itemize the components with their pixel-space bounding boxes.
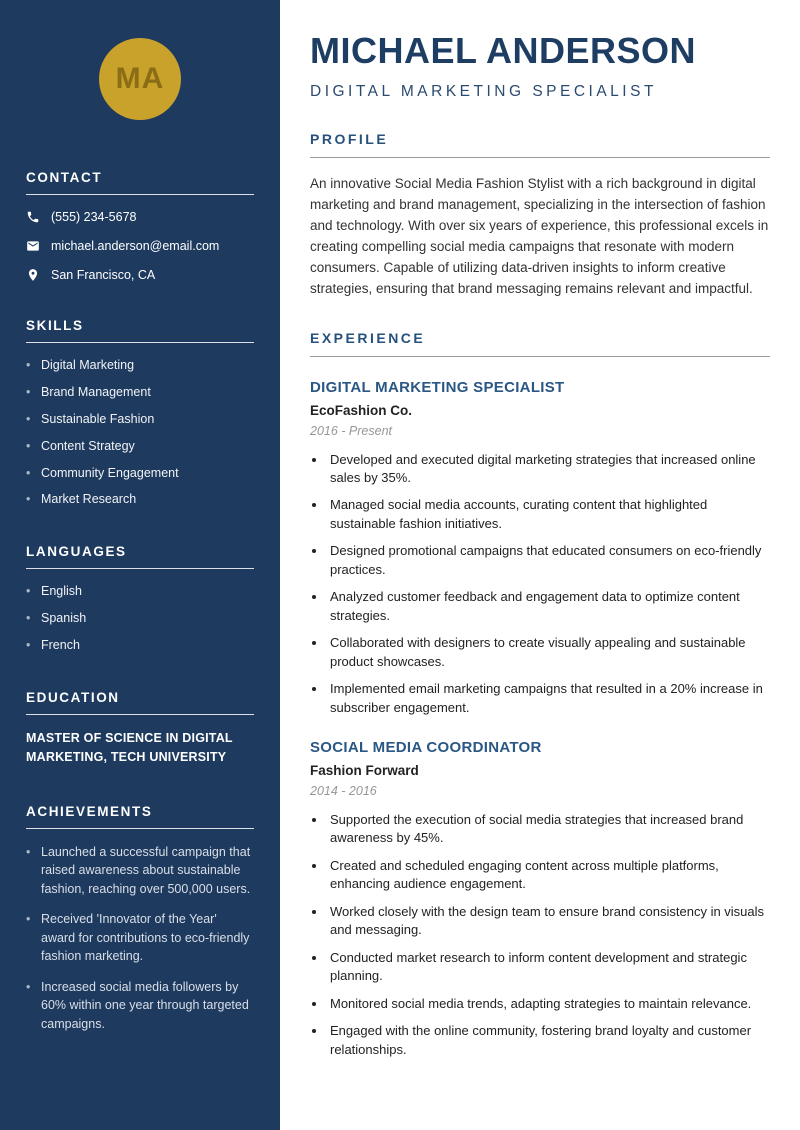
email-icon <box>26 239 40 253</box>
contact-section <box>26 170 254 282</box>
skill-item: • Content Strategy <box>26 438 254 455</box>
job-bullet-list <box>310 451 770 717</box>
job-bullet-list <box>310 811 770 1059</box>
job-dates: 2014 - 2016 <box>310 783 377 798</box>
phone-icon <box>26 210 40 224</box>
achievement-item: • Received 'Innovator of the Year' award for contributions to eco-friendly fashion marketing. <box>26 910 254 966</box>
languages-list <box>26 583 254 654</box>
profile-heading: PROFILE <box>310 131 770 158</box>
achievements-section <box>26 804 254 1034</box>
job-bullet: • Monitored social media trends, adapting strategies to maintain relevance. <box>327 995 770 1013</box>
achievement-item: • Launched a successful campaign that raised awareness about sustainable fashion, reaching over 500,000 users. <box>26 843 254 899</box>
contact-phone-text: (555) 234-5678 <box>51 210 137 224</box>
languages-heading: LANGUAGES <box>26 544 254 569</box>
achievement-item: • Increased social media followers by 60% within one year through targeted campaigns. <box>26 978 254 1034</box>
job-title: SOCIAL MEDIA COORDINATOR <box>310 738 542 756</box>
job-bullet: • Conducted market research to inform content development and strategic planning. <box>327 949 770 986</box>
contact-email <box>26 239 254 253</box>
education-section <box>26 690 254 768</box>
education-degree: MASTER OF SCIENCE IN DIGITAL MARKETING, TECH UNIVERSITY <box>26 730 233 765</box>
skills-section <box>26 318 254 508</box>
job-bullet: • Engaged with the online community, fostering brand loyalty and customer relationships. <box>327 1022 770 1059</box>
skills-list <box>26 357 254 508</box>
skill-item: • Digital Marketing <box>26 357 254 374</box>
language-item: • Spanish <box>26 610 254 627</box>
experience-section <box>310 330 770 1059</box>
skill-item: • Sustainable Fashion <box>26 411 254 428</box>
skill-item: • Brand Management <box>26 384 254 401</box>
job-title: DIGITAL MARKETING SPECIALIST <box>310 378 565 396</box>
contact-heading: CONTACT <box>26 170 254 195</box>
education-heading: EDUCATION <box>26 690 254 715</box>
skill-item: • Community Engagement <box>26 465 254 482</box>
job-dates: 2016 - Present <box>310 423 392 438</box>
job-company: EcoFashion Co. <box>310 402 413 418</box>
contact-phone <box>26 210 254 224</box>
location-icon <box>26 268 40 282</box>
job-entry-2 <box>310 739 770 1059</box>
job-bullet: • Implemented email marketing campaigns that resulted in a 20% increase in subscriber engagement. <box>327 680 770 717</box>
language-item: • English <box>26 583 254 600</box>
job-bullet: • Managed social media accounts, curating content that highlighted sustainable fashion initiatives. <box>327 496 770 533</box>
sidebar <box>0 0 280 1130</box>
person-name: MICHAEL ANDERSON <box>310 30 697 71</box>
contact-location-text: San Francisco, CA <box>51 268 156 282</box>
job-bullet: • Collaborated with designers to create visually appealing and sustainable product showcases. <box>327 634 770 671</box>
job-bullet: • Designed promotional campaigns that educated consumers on eco-friendly practices. <box>327 542 770 579</box>
person-job-title: DIGITAL MARKETING SPECIALIST <box>310 83 657 100</box>
achievements-list <box>26 843 254 1034</box>
job-company: Fashion Forward <box>310 762 419 778</box>
experience-heading: EXPERIENCE <box>310 330 770 357</box>
skill-item: • Market Research <box>26 491 254 508</box>
contact-location <box>26 268 254 282</box>
avatar-initials: MA <box>115 62 165 95</box>
main-content <box>280 0 800 1130</box>
profile-section <box>310 131 770 300</box>
job-bullet: • Developed and executed digital marketing strategies that increased online sales by 35%. <box>327 451 770 488</box>
profile-text: An innovative Social Media Fashion Stylist with a rich background in digital marketing and brand management, specializing in the intersection of fashion and technology. With over six years of experience, this professional excels in creating compelling social media campaigns that resonate with modern consumers. Capable of utilizing data-driven insights to inform creative strategies, ensuring that brand messaging remains relevant and impactful. <box>310 176 769 296</box>
contact-email-text: michael.anderson@email.com <box>51 239 220 253</box>
avatar <box>99 38 181 120</box>
achievements-heading: ACHIEVEMENTS <box>26 804 254 829</box>
skills-heading: SKILLS <box>26 318 254 343</box>
job-bullet: • Worked closely with the design team to ensure brand consistency in visuals and messaging. <box>327 903 770 940</box>
job-entry-1 <box>310 379 770 717</box>
resume-header <box>310 30 770 101</box>
job-bullet: • Supported the execution of social media strategies that increased brand awareness by 45%. <box>327 811 770 848</box>
languages-section <box>26 544 254 654</box>
job-bullet: • Created and scheduled engaging content across multiple platforms, enhancing audience engagement. <box>327 857 770 894</box>
language-item: • French <box>26 637 254 654</box>
job-bullet: • Analyzed customer feedback and engagement data to optimize content strategies. <box>327 588 770 625</box>
